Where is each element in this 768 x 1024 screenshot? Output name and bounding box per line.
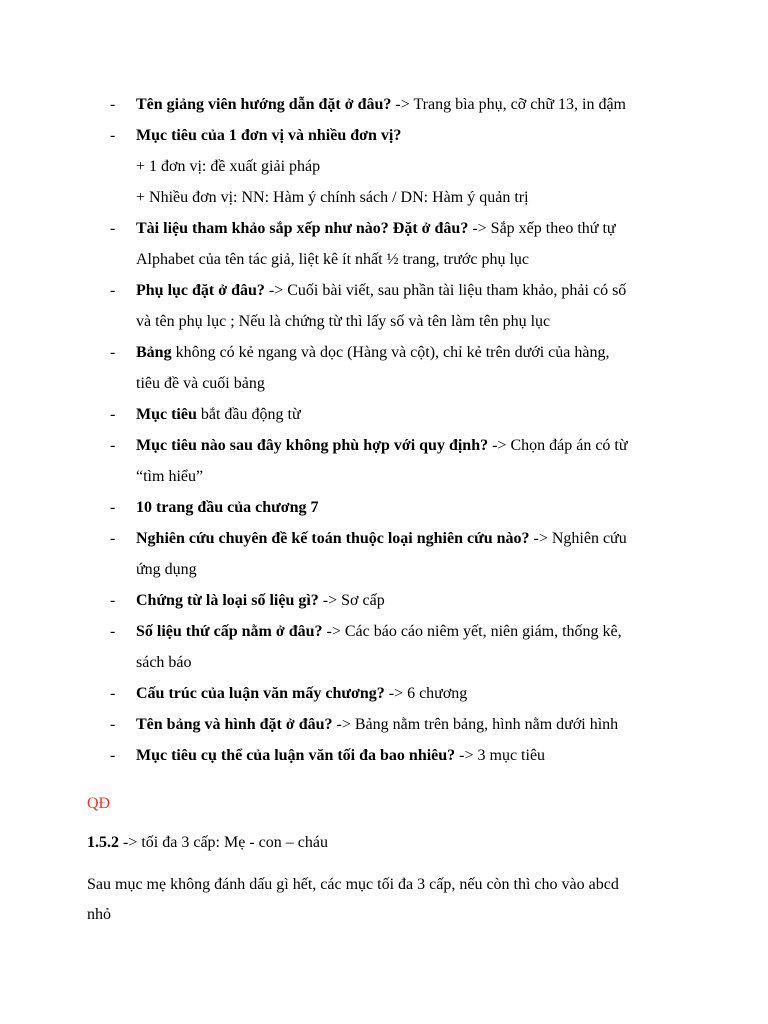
sub-item: + 1 đơn vị: đề xuất giải pháp <box>136 158 321 175</box>
question-text: Phụ lục đặt ở đâu? <box>136 282 265 299</box>
list-item <box>110 678 690 709</box>
answer-text: -> Nghiên cứu <box>529 530 627 547</box>
list-item <box>110 430 690 492</box>
answer-text: không có kẻ ngang và dọc (Hàng và cột), chỉ kẻ trên dưới của hàng, <box>171 344 610 361</box>
bullet-dash: - <box>110 685 116 702</box>
answer-text: -> Trang bìa phụ, cỡ chữ 13, in đậm <box>391 96 626 113</box>
paragraph-line: nhỏ <box>87 906 111 923</box>
list-item <box>110 616 690 678</box>
list-item <box>110 399 690 430</box>
bullet-dash: - <box>110 437 116 454</box>
list-item <box>110 523 690 585</box>
question-text: Nghiên cứu chuyên đề kế toán thuộc loại nghiên cứu nào? <box>136 530 530 547</box>
list-item <box>110 89 690 120</box>
continuation-text: “tìm hiểu” <box>136 468 204 485</box>
section-text: -> tối đa 3 cấp: Mẹ - con – cháu <box>119 834 328 851</box>
bullet-dash: - <box>110 592 116 609</box>
list-item <box>110 275 690 337</box>
question-text: Tên giảng viên hướng dẫn đặt ở đâu? <box>136 96 392 113</box>
answer-text: bắt đầu động từ <box>196 406 301 423</box>
qd-heading: QĐ <box>87 795 111 812</box>
section-number: 1.5.2 <box>87 834 119 851</box>
sub-item: + Nhiều đơn vị: NN: Hàm ý chính sách / DN: Hàm ý quản trị <box>136 189 529 206</box>
question-text: 10 trang đầu của chương 7 <box>136 499 319 516</box>
question-text: Mục tiêu của 1 đơn vị và nhiều đơn vị? <box>136 127 402 144</box>
question-text: Tên bảng và hình đặt ở đâu? <box>136 716 333 733</box>
paragraph-line: Sau mục mẹ không đánh dấu gì hết, các mục tối đa 3 cấp, nếu còn thì cho vào abcd <box>87 876 619 893</box>
answer-text: -> Sắp xếp theo thứ tự <box>468 220 616 237</box>
answer-text: -> 3 mục tiêu <box>455 747 546 764</box>
answer-text: -> Các báo cáo niêm yết, niên giám, thống kê, <box>322 623 622 640</box>
bullet-dash: - <box>110 282 116 299</box>
continuation-text: và tên phụ lục ; Nếu là chứng từ thì lấy số và tên làm tên phụ lục <box>136 313 551 330</box>
list-item <box>110 709 690 740</box>
bullet-dash: - <box>110 623 116 640</box>
continuation-text: sách báo <box>136 654 192 671</box>
bullet-dash: - <box>110 747 116 764</box>
bullet-dash: - <box>110 406 116 423</box>
bullet-dash: - <box>110 499 116 516</box>
bullet-dash: - <box>110 96 116 113</box>
list-item <box>110 492 690 523</box>
continuation-text: Alphabet của tên tác giả, liệt kê ít nhất ½ trang, trước phụ lục <box>136 251 529 268</box>
list-item <box>110 120 690 213</box>
bullet-dash: - <box>110 530 116 547</box>
answer-text: -> Cuối bài viết, sau phần tài liệu tham khảo, phải có số <box>264 282 627 299</box>
question-text: Chứng từ là loại số liệu gì? <box>136 592 319 609</box>
list-item <box>110 740 690 771</box>
answer-text: -> Bảng nằm trên bảng, hình nằm dưới hình <box>332 716 619 733</box>
question-text: Tài liệu tham khảo sắp xếp như nào? Đặt ở đâu? <box>136 220 469 237</box>
continuation-text: ứng dụng <box>136 561 197 578</box>
paragraph <box>87 870 687 930</box>
question-text: Mục tiêu nào sau đây không phù hợp với quy định? <box>136 437 489 454</box>
answer-text: -> 6 chương <box>384 685 468 702</box>
question-text: Cấu trúc của luận văn mấy chương? <box>136 685 385 702</box>
list-item <box>110 585 690 616</box>
bullet-dash: - <box>110 344 116 361</box>
question-text: Bảng <box>136 344 172 361</box>
answer-text: -> Chọn đáp án có từ <box>488 437 628 454</box>
bullet-dash: - <box>110 127 116 144</box>
continuation-text: tiêu đề và cuối bảng <box>136 375 265 392</box>
list-item <box>110 337 690 399</box>
bullet-dash: - <box>110 220 116 237</box>
bullet-dash: - <box>110 716 116 733</box>
list-item <box>110 213 690 275</box>
answer-text: -> Sơ cấp <box>318 592 385 609</box>
question-text: Mục tiêu <box>136 406 197 423</box>
section-152 <box>87 827 328 858</box>
bullet-list <box>110 89 690 771</box>
question-text: Số liệu thứ cấp nằm ở đâu? <box>136 623 323 640</box>
question-text: Mục tiêu cụ thể của luận văn tối đa bao nhiêu? <box>136 747 456 764</box>
